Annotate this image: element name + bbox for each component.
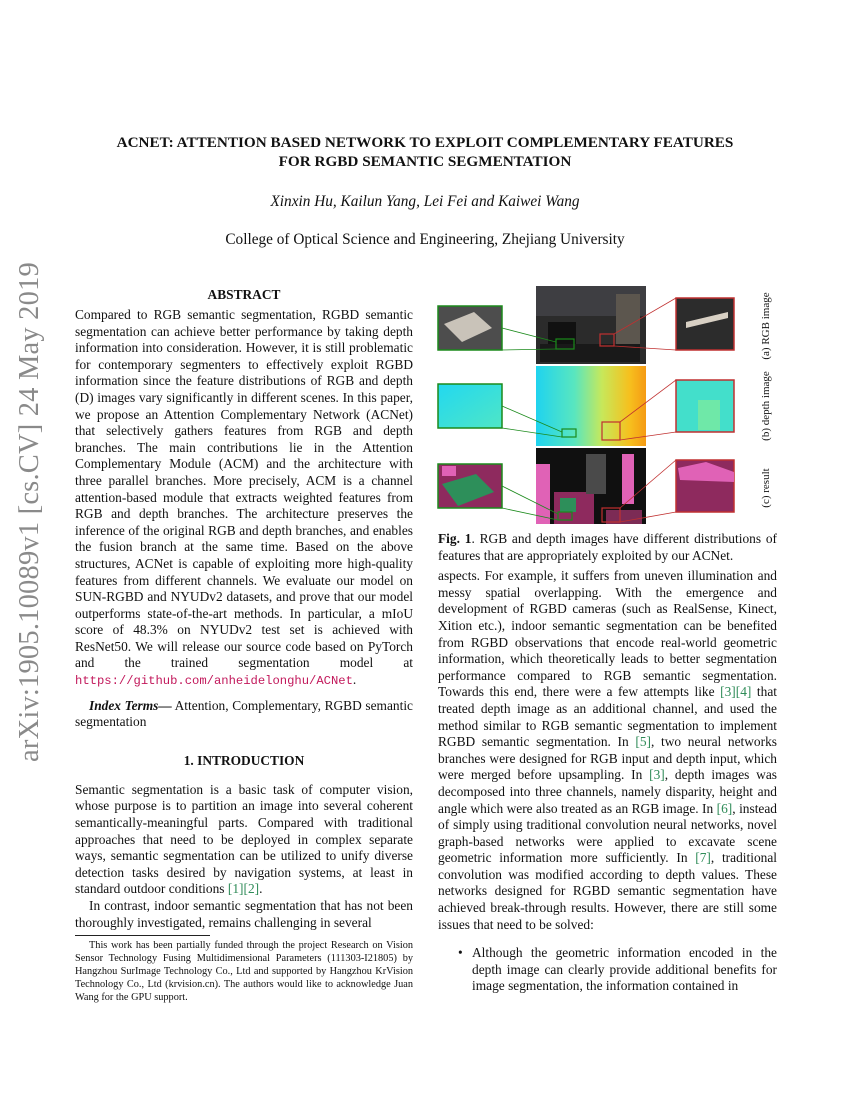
- zoom-right-depth: [676, 380, 734, 432]
- text-run: , depth images was decomposed into three channels, namely disparity, height and angle which were also treated as an RGB image. In: [438, 767, 777, 816]
- abstract-text: Compared to RGB semantic segmentation, RGBD semantic segmentation can achieve better performance by taking depth information into consideration. However, it is still problematic for contemporary segmenters to effectively exploit RGBD information since the feature distributions of RGB and depth (D) images vary significantly in different scenes. In this paper, we propose an Attention Complementary Network (ACNet) that selectively gathers features from RGB and depth branches. The main contributions lie in the Attention Complementary Module (ACM) and the architecture with three parallel branches. More precisely, ACM is a channel attention-based module that extracts weighted features from RGB and depth branches. The architecture preserves the inference of the original RGB and depth branches, and enables the fusion branch at the same time. Based on the above structures, ACNet is capable of exploiting more high-quality features from different channels. We evaluate our model on SUN-RGBD and NYUDv2 datasets, and prove that our model outperforms state-of-the-art methods. In particular, a mIoU score of 48.3% on NYUDv2 test set is achieved with ResNet50. We will release our source code based on PyTorch and the trained segmentation model at: [75, 307, 413, 671]
- abstract-heading: ABSTRACT: [207, 287, 281, 302]
- caption-body: . RGB and depth images have different distributions of features that are appropriately exploited by our ACNet.: [438, 531, 777, 563]
- citation-link[interactable]: [1]: [227, 881, 244, 897]
- intro-paragraph-2: In contrast, indoor semantic segmentation that has not been thoroughly investigated, remains challenging in several: [75, 898, 413, 930]
- arxiv-sidebar-stamp: [5, 262, 55, 762]
- text-run: aspects. For example, it suffers from uneven illumination and messy spatial overlapping. With the emergence and development of RGBD cameras (such as RealSense, Kinect, Xition etc.), indoor semantic segmentation can be benefited from RGBD observations that encode real-world geometric information, which theoretically leads to better segmentation performance compared to RGB semantic segmentation. Towards this end, there were a few attempts like: [438, 568, 777, 700]
- result-image: [536, 448, 646, 524]
- abstract-end: .: [352, 672, 357, 688]
- source-code-link[interactable]: https://github.com/anheidelonghu/ACNet: [75, 674, 353, 689]
- caption-text: [438, 531, 777, 564]
- text-run: , two neural networks branches were designed for RGB input and depth input, which were merged before upsampling. In: [438, 734, 777, 783]
- index-terms: [75, 698, 413, 731]
- affiliation: College of Optical Science and Engineering, Zhejiang University: [225, 231, 625, 248]
- citation-link[interactable]: [7]: [695, 850, 711, 866]
- figure-1-graphic: [436, 284, 781, 524]
- zoom-left-depth: [438, 384, 502, 428]
- arxiv-id-text: arXiv:1905.10089v1 [cs.CV] 24 May 2019: [14, 262, 45, 762]
- left-column: [75, 287, 413, 931]
- zoom-left-rgb: [438, 306, 502, 350]
- label-result: (c) result: [760, 468, 772, 508]
- caption-label: Fig. 1: [438, 531, 472, 546]
- citation-link[interactable]: [5]: [635, 734, 651, 750]
- intro-p1-end: .: [259, 881, 263, 897]
- label-rgb-image: (a) RGB image: [760, 292, 772, 360]
- text-run: , instead of simply using traditional convolution neural networks, novel graph-based networks were applied to excavate scene geometric information more sufficiently. In: [438, 800, 777, 866]
- depth-image: [536, 366, 646, 446]
- citation-link[interactable]: [4]: [735, 684, 752, 700]
- zoom-right-result: [676, 460, 734, 512]
- intro-paragraph-1: [75, 782, 413, 898]
- figure-1: [436, 284, 781, 524]
- issues-list: [438, 945, 777, 995]
- citation-link[interactable]: [3]: [649, 767, 665, 783]
- citation-link[interactable]: [6]: [716, 800, 733, 816]
- text-run: , traditional convolution was modified according to depth values. These networks designed for RGBD semantic segmentation have achieved break-through results. However, there are still some issues that need to be solved:: [438, 850, 777, 932]
- label-depth-image: (b) depth image: [760, 371, 772, 441]
- figure-1-caption: [438, 531, 777, 995]
- zoom-left-result: [438, 464, 502, 508]
- funding-footnote: This work has been partially funded through the project Research on Vision Sensor Technology Fusing Multidimensional Parameters (111303-I21805) by Hangzhou SurImage Technology Co., Ltd and supported by Hangzhou KrVision Technology Co., Ltd (krvision.cn). The authors would like to acknowledge Juan Wang for the GPU support.: [75, 940, 413, 1004]
- index-terms-text: Attention, Complementary, RGBD semantic segmentation: [75, 697, 413, 730]
- text-run: that treated depth image as an additional channel, and used the method similar to RGB semantic segmentation to implement RGBD semantic segmentation. In: [438, 684, 777, 750]
- authors: Xinxin Hu, Kailun Yang, Lei Fei and Kaiwei Wang: [270, 193, 580, 210]
- footnote-divider: [75, 935, 210, 936]
- title-line-1: ACNET: ATTENTION BASED NETWORK TO EXPLOIT COMPLEMENTARY FEATURES: [116, 134, 734, 151]
- index-terms-label: Index Terms—: [89, 697, 172, 713]
- citation-link[interactable]: [2]: [243, 881, 260, 897]
- list-item: • Although the geometric information encoded in the depth image can clearly provide additional benefits for image segmentation, the information contained in: [438, 945, 777, 995]
- abstract-body: [75, 307, 413, 690]
- intro-p1-text: Semantic segmentation is a basic task of computer vision, whose purpose is to partition an image into several coherent semantically-meaningful parts. Compared with traditional approaches that need to be deployed in complex separate ways, semantic segmentation can be utilized to unify diverse detection tasks desired by navigation systems, at least in standard outdoor conditions: [75, 781, 413, 897]
- zoom-right-rgb: [676, 298, 734, 350]
- paper-title: [60, 133, 790, 171]
- title-line-2: FOR RGBD SEMANTIC SEGMENTATION: [278, 153, 572, 170]
- right-paragraph-1: [438, 568, 777, 933]
- intro-heading: 1. INTRODUCTION: [183, 752, 305, 768]
- citation-link[interactable]: [3]: [720, 684, 736, 700]
